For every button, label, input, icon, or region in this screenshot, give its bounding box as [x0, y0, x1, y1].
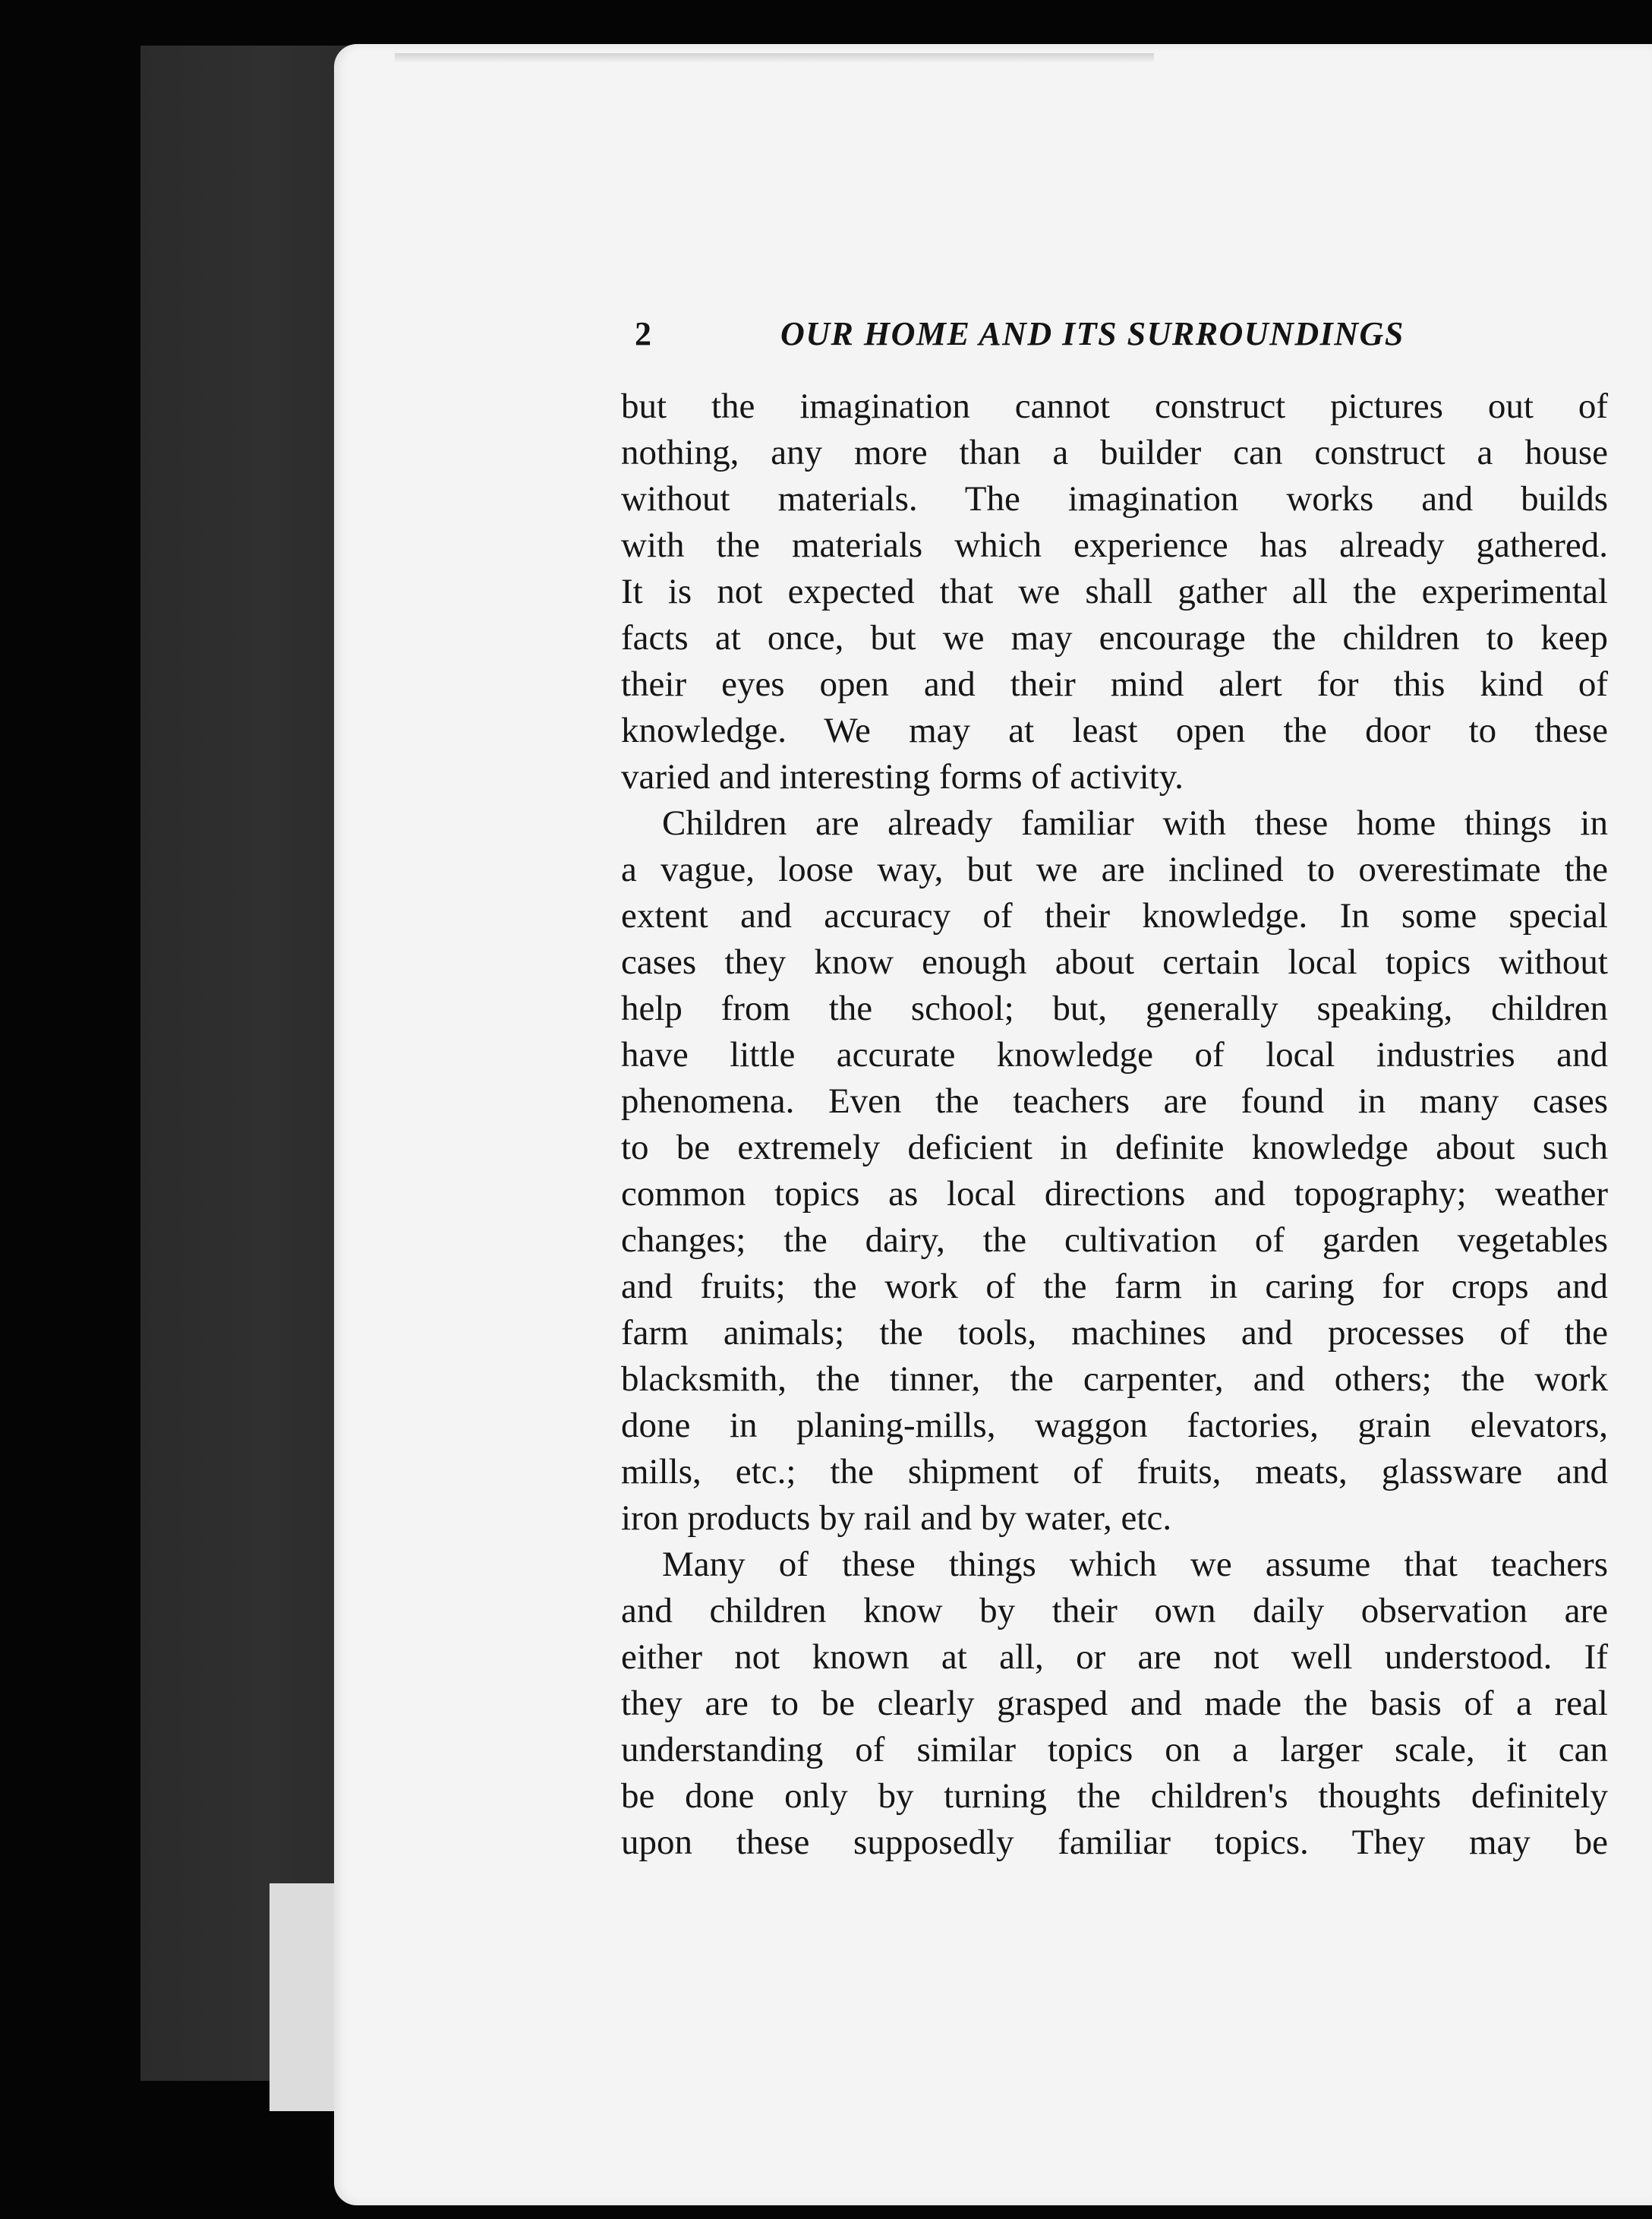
- page-top-shadow: [395, 53, 1154, 62]
- text-line: facts at once, but we may encourage the children to keep: [621, 618, 1608, 658]
- text-line: extent and accuracy of their knowledge. In some special: [621, 896, 1608, 936]
- text-line: It is not expected that we shall gather all the experimental: [621, 572, 1608, 611]
- text-line: cases they know enough about certain local topics without: [621, 942, 1608, 982]
- text-line: they are to be clearly grasped and made the basis of a real: [621, 1684, 1608, 1723]
- text-line: have little accurate knowledge of local industries and: [621, 1035, 1608, 1075]
- page-number: 2: [635, 315, 651, 352]
- text-line: Many of these things which we assume that teachers: [662, 1545, 1608, 1584]
- text-line: without materials. The imagination works and builds: [621, 479, 1608, 519]
- text-line: iron products by rail and by water, etc.: [621, 1498, 1172, 1538]
- text-line: mills, etc.; the shipment of fruits, meats, glassware and: [621, 1452, 1608, 1491]
- paragraph-3: [621, 1542, 1608, 1866]
- running-header: [635, 311, 1485, 357]
- text-line: blacksmith, the tinner, the carpenter, and others; the work: [621, 1359, 1608, 1399]
- text-line: changes; the dairy, the cultivation of garden vegetables: [621, 1220, 1608, 1260]
- body-text: [621, 384, 1608, 1866]
- running-title: OUR HOME AND ITS SURROUNDINGS: [780, 315, 1405, 352]
- text-line: help from the school; but, generally speaking, children: [621, 989, 1608, 1028]
- text-line: but the imagination cannot construct pictures out of: [621, 387, 1608, 426]
- text-line: common topics as local directions and topography; weather: [621, 1174, 1608, 1214]
- text-line: knowledge. We may at least open the door to these: [621, 711, 1608, 750]
- text-line: done in planing-mills, waggon factories, grain elevators,: [621, 1406, 1608, 1445]
- paragraph-1: [621, 384, 1608, 800]
- text-line: be done only by turning the children's thoughts definitely: [621, 1776, 1608, 1816]
- text-line: and children know by their own daily observation are: [621, 1591, 1608, 1630]
- text-line: a vague, loose way, but we are inclined to overestimate the: [621, 850, 1608, 889]
- text-line: farm animals; the tools, machines and processes of the: [621, 1313, 1608, 1353]
- text-line: upon these supposedly familiar topics. They may be: [621, 1823, 1608, 1862]
- text-line: understanding of similar topics on a larger scale, it can: [621, 1730, 1608, 1769]
- text-line: to be extremely deficient in definite knowledge about such: [621, 1128, 1608, 1167]
- text-line: either not known at all, or are not well understood. If: [621, 1637, 1608, 1677]
- text-line: their eyes open and their mind alert for this kind of: [621, 664, 1608, 704]
- text-line: with the materials which experience has already gathered.: [621, 526, 1608, 565]
- text-line: nothing, any more than a builder can construct a house: [621, 433, 1608, 472]
- text-line: varied and interesting forms of activity.: [621, 757, 1184, 797]
- text-line: phenomena. Even the teachers are found in many cases: [621, 1081, 1608, 1121]
- text-line: and fruits; the work of the farm in caring for crops and: [621, 1267, 1608, 1306]
- paragraph-2: [621, 800, 1608, 1542]
- text-line: Children are already familiar with these home things in: [662, 803, 1608, 843]
